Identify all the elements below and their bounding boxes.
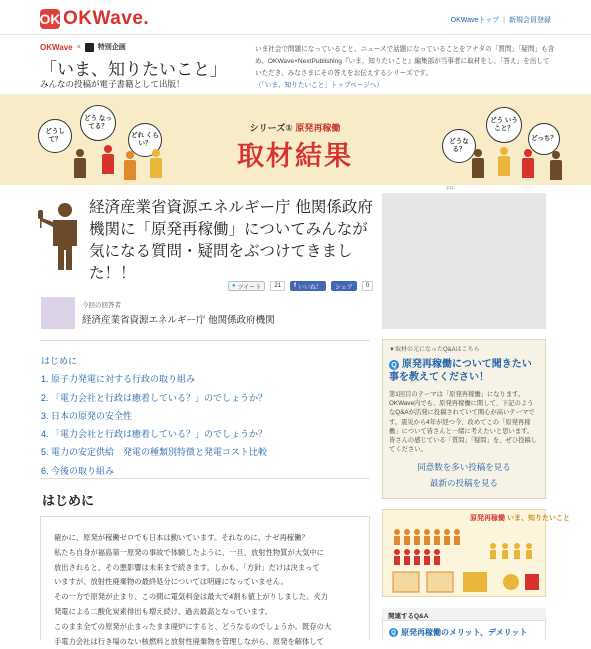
latest-posts-link[interactable]: 最新の投稿を見る: [429, 478, 498, 488]
okwave-top-link[interactable]: OKWaveトップ: [450, 17, 500, 24]
promo-top-link[interactable]: （「いま、知りたいこと」トップページへ）: [255, 82, 383, 89]
infographic-title: [470, 513, 570, 523]
promo-subtitle: みんなの投稿が電子書籍として出版！: [40, 79, 185, 89]
question-title-text: 原発再稼働について聞きたい事を教えてください！: [389, 359, 532, 383]
toc-item[interactable]: 6. 今後の取り組み: [41, 465, 115, 476]
tweet-button[interactable]: [228, 281, 265, 291]
nextpublishing-logo-icon: [85, 43, 94, 52]
cross-mark: ×: [76, 43, 81, 51]
toc-item[interactable]: はじめに: [41, 356, 78, 366]
body-line: その一方で原発が止まり、この間に電気料金は最大で4割も値上がりしました。火力: [54, 592, 329, 602]
answerer-name: 経済産業省資源エネルギー庁 他関係政府機関: [82, 315, 275, 326]
body-line: 確かに、原発が稼働ゼロでも日本は動いています。それなのに、ナゼ再稼働？: [54, 533, 309, 542]
divider: [40, 340, 370, 341]
promo-title: 「いま、知りたいこと」: [40, 60, 227, 80]
section-heading: はじめに: [42, 493, 95, 508]
bubble-dounaru: どうなる？: [442, 129, 476, 163]
question-description: 第1回目のテーマは「原発再稼働」になります。OKWave内でも、原発再稼働に関して、下記のようなQ&Aが活発に投稿されていて関心が高いテーマです。震災から4年が経つ今、改めてこの「原発再稼働」について皆さんと一緒に考えたいと思います。皆さんの感じている「質問」「疑問」を、ぜひ投稿してください。: [389, 391, 537, 454]
series-label: [205, 121, 385, 134]
person-figure-icon: [548, 151, 564, 180]
logo-text: OKWave.: [63, 8, 150, 29]
popular-posts-link[interactable]: 同意数を多い投稿を見る: [417, 462, 511, 472]
series-prefix: シリーズ①: [249, 123, 296, 133]
share-button[interactable]: シェア: [331, 281, 357, 291]
article-title: 経済産業省資源エネルギー庁 他関係政府機関に「原発再稼働」についてみんなが気になる質問・疑問をぶつけてきました！！: [89, 198, 373, 282]
body-line: 手電力会社は行き場のない核燃料と放射性廃棄物を管理しながら、原発を解体して: [54, 636, 324, 646]
bubble-dou-iukoto: どう いうこと？: [486, 107, 522, 143]
logo-mark-icon: OK: [39, 11, 61, 27]
infographic-title-red: 原発再稼働: [470, 515, 505, 522]
related-q-icon: Q: [389, 628, 398, 637]
question-box-intro: ▼取材の元になったQ&Aはこちら: [389, 347, 480, 353]
bubble-dore-kurai: どれ くらい？: [128, 123, 162, 157]
promo-brand: [40, 42, 126, 52]
person-figure-icon: [122, 151, 138, 180]
person-figure-icon: [100, 145, 116, 174]
like-label: いいね！: [298, 284, 323, 291]
promo-description-text: いま社会で問題になっていること、ニュースで話題になっていることをアナタの「質問」「疑問」も含め、OKWave×NextPublishing『いま、知りたいこと』編集部が当事者に取材をし、「答え」を出していただき、みなさまにその答えをお伝えするシリーズです。: [255, 46, 555, 77]
body-line: このまま全ての原発が止まったまま廃炉にすると、どうなるのでしょうか。既存の大: [54, 621, 332, 631]
toc-item[interactable]: 5. 電力の安定供給 発電の種類別特徴と発電コスト比較: [41, 447, 268, 458]
answerer-label: 今回の回答者: [82, 302, 121, 309]
body-line: 放出されると、その悪影響は未来まで続きます。しかも、「方針」だけは決まって: [54, 562, 320, 572]
okwave-brand-text: OKWave: [40, 42, 73, 52]
register-link[interactable]: 新規会員登録: [509, 17, 551, 24]
promo-description: [255, 44, 555, 92]
toc-item[interactable]: 4. 「電力会社と行政は癒着している？」のでしょうか？: [41, 429, 268, 440]
social-buttons: [228, 281, 373, 291]
person-figure-icon: [520, 149, 536, 178]
infographic-title-rest: いま、知りたいこと: [506, 515, 570, 522]
article-body: [40, 516, 370, 646]
like-button[interactable]: [290, 281, 326, 291]
person-figure-icon: [470, 149, 486, 178]
bird-icon: ●: [232, 283, 236, 289]
header-links: OKWaveトップ | 新規会員登録: [450, 17, 551, 24]
bubble-doushite: どうして？: [38, 119, 72, 153]
speaker-figure-icon: [36, 200, 86, 272]
toc-item[interactable]: 2. 「電力会社と行政は癒着している？」のでしょうか？: [41, 392, 268, 403]
bubble-dou-natteru: どう なってる？: [80, 105, 116, 141]
toc-item[interactable]: 1. 原子力発電に対する行政の取り組み: [41, 374, 196, 385]
person-figure-icon: [148, 149, 164, 178]
tweet-label: ツイート: [237, 284, 262, 291]
special-label: 特別企画: [97, 44, 126, 51]
infographic-image: [383, 510, 547, 598]
divider: [40, 478, 370, 479]
person-figure-icon: [72, 149, 88, 178]
question-title[interactable]: [389, 358, 539, 384]
series-name: 原発再稼働: [295, 123, 341, 133]
facebook-icon: f: [294, 283, 297, 289]
body-line: いますが、放射性廃棄物の最終処分については明確になっていません。: [54, 577, 288, 587]
ad-placeholder[interactable]: [382, 193, 546, 329]
related-qa-header: 関連するQ&A: [382, 608, 546, 621]
share-count: 0: [362, 281, 373, 291]
tweet-count: 21: [270, 281, 285, 291]
related-qa-link[interactable]: [389, 627, 527, 638]
body-line: 発電による二酸化炭素排出も増え続け、過去最高となっています。: [54, 606, 273, 616]
answerer-avatar: [41, 297, 75, 329]
person-figure-icon: [496, 147, 512, 176]
related-qa-text: 原発再稼働のメリット、デメリット: [401, 628, 528, 637]
body-line: 私たち自身が福島第一原発の事故で体験したように、一旦、放射性物質が大気中に: [54, 547, 324, 557]
bubble-docchi: どっち？: [528, 123, 560, 155]
pr-label: -PR-: [445, 186, 456, 192]
banner-headline: 取材結果: [237, 141, 353, 172]
okwave-logo[interactable]: [40, 8, 149, 30]
toc-item[interactable]: 3. 日本の原発の安全性: [41, 410, 133, 421]
table-of-contents: [41, 352, 371, 480]
question-q-icon: Q: [389, 360, 399, 370]
